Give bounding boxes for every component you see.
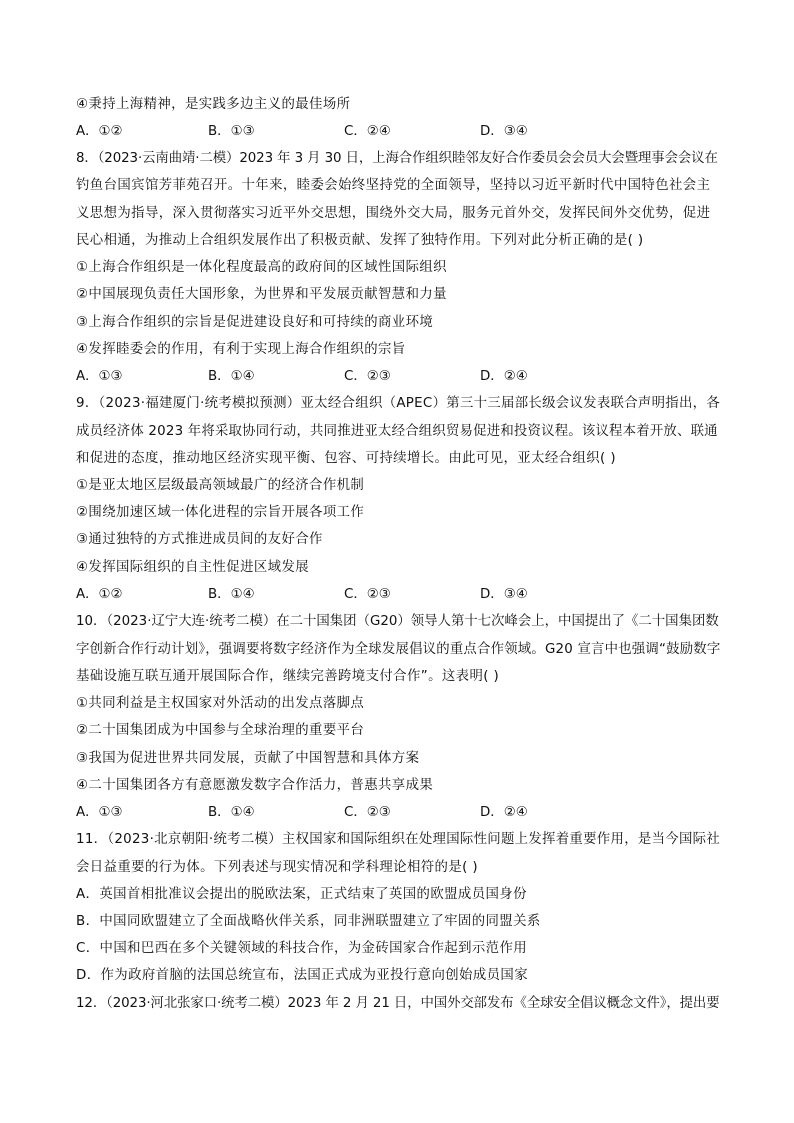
- q8-option-c: C．②③: [344, 369, 391, 384]
- q8-item-4: ④发挥睦委会的作用，有利于实现上海合作组织的宗旨: [76, 342, 406, 357]
- q10-option-d: D．②④: [480, 805, 528, 820]
- q11-choice-c: C．中国和巴西在多个关键领域的科技合作，为金砖国家合作起到示范作用: [76, 941, 528, 956]
- q9-option-b: B．①④: [208, 587, 255, 602]
- q10-item-2: ②二十国集团成为中国参与全球治理的重要平台: [76, 723, 365, 738]
- q8-item-2: ②中国展现负责任大国形象，为世界和平发展贡献智慧和力量: [76, 287, 447, 302]
- q8-item-3: ③上海合作组织的宗旨是促进建设良好和可持续的商业环境: [76, 315, 434, 330]
- q7-option-b: B．①③: [208, 124, 255, 139]
- q8-option-a: A．①③: [76, 369, 123, 384]
- q11-choice-b: B．中国同欧盟建立了全面战略伙伴关系，同非洲联盟建立了牢固的同盟关系: [76, 914, 541, 929]
- q10-option-c: C．②③: [344, 805, 391, 820]
- q7-option-c: C．②④: [344, 124, 391, 139]
- q9-item-2: ②围绕加速区域一体化进程的宗旨开展各项工作: [76, 505, 365, 520]
- q10-item-1: ①共同利益是主权国家对外活动的出发点落脚点: [76, 696, 365, 711]
- q7-item-4: ④秉持上海精神，是实践多边主义的最佳场所: [76, 97, 351, 112]
- q11-choice-a: A．英国首相批准议会提出的脱欧法案，正式结束了英国的欧盟成员国身份: [76, 887, 527, 902]
- q11-choice-d: D．作为政府首脑的法国总统宣布，法国正式成为亚投行意向创始成员国家: [76, 968, 529, 983]
- q9-item-3: ③通过独特的方式推进成员间的友好合作: [76, 532, 323, 547]
- q10-stem-line-1: 10．（2023·辽宁大连·统考二模）在二十国集团（G20）领导人第十七次峰会上，中国提出了《二十国集团数: [76, 614, 719, 629]
- q10-item-4: ④二十国集团各方有意愿激发数字合作活力，普惠共享成果: [76, 778, 434, 793]
- q9-stem-line-1: 9．（2023·福建厦门·统考模拟预测）亚太经合组织（APEC）第三十三届部长级会议发表联合声明指出，各: [76, 396, 721, 411]
- q9-option-d: D．③④: [480, 587, 528, 602]
- q8-option-d: D．②④: [480, 369, 528, 384]
- q7-option-a: A．①②: [76, 124, 123, 139]
- q10-option-a: A．①③: [76, 805, 123, 820]
- q8-stem-line-4: 民心相通，为推动上合组织发展作出了积极贡献、发挥了独特作用。下列对此分析正确的是( ): [76, 233, 644, 248]
- q9-item-4: ④发挥国际组织的自主性促进区域发展: [76, 560, 310, 575]
- q10-option-b: B．①④: [208, 805, 255, 820]
- q9-stem-line-3: 和促进的态度，推动地区经济实现平衡、包容、可持续增长。由此可见，亚太经合组织( ): [76, 451, 616, 466]
- q9-option-a: A．①②: [76, 587, 123, 602]
- q7-option-d: D．③④: [480, 124, 528, 139]
- q10-item-3: ③我国为促进世界共同发展，贡献了中国智慧和具体方案: [76, 751, 420, 766]
- q8-item-1: ①上海合作组织是一体化程度最高的政府间的区域性国际组织: [76, 260, 447, 275]
- q8-stem-line-1: 8．（2023·云南曲靖·二模）2023 年 3 月 30 日，上海合作组织睦邻友好合作委员会会员大会暨理事会会议在: [76, 151, 718, 166]
- q11-stem-line-2: 会日益重要的行为体。下列表述与现实情况和学科理论相符的是( ): [76, 860, 479, 875]
- q9-item-1: ①是亚太地区层级最高领域最广的经济合作机制: [76, 478, 365, 493]
- q10-stem-line-2: 字创新合作行动计划》，强调要将数字经济作为全球发展倡议的重点合作领域。G20 宣言中也强调“鼓励数字: [76, 642, 721, 657]
- q8-stem-line-3: 义思想为指导，深入贯彻落实习近平外交思想，围绕外交大局，服务元首外交，发挥民间外交优势，促进: [76, 206, 711, 221]
- q9-option-c: C．②③: [344, 587, 391, 602]
- q10-stem-line-3: 基础设施互联互通开展国际合作，继续完善跨境支付合作”。这表明( ): [76, 669, 500, 684]
- q8-stem-line-2: 钓鱼台国宾馆芳菲苑召开。十年来，睦委会始终坚持党的全面领导，坚持以习近平新时代中国特色社会主: [76, 178, 711, 193]
- q11-stem-line-1: 11．（2023·北京朝阳·统考二模）主权国家和国际组织在处理国际性问题上发挥着重要作用，是当今国际社: [76, 832, 721, 847]
- q12-stem-line-1: 12．（2023·河北张家口·统考二模）2023 年 2 月 21 日，中国外交部发布《全球安全倡议概念文件》，提出要: [76, 996, 720, 1011]
- q8-option-b: B．①④: [208, 369, 255, 384]
- q9-stem-line-2: 成员经济体 2023 年将采取协同行动，共同推进亚太经合组织贸易促进和投资议程。该议程本着开放、联通: [76, 424, 718, 439]
